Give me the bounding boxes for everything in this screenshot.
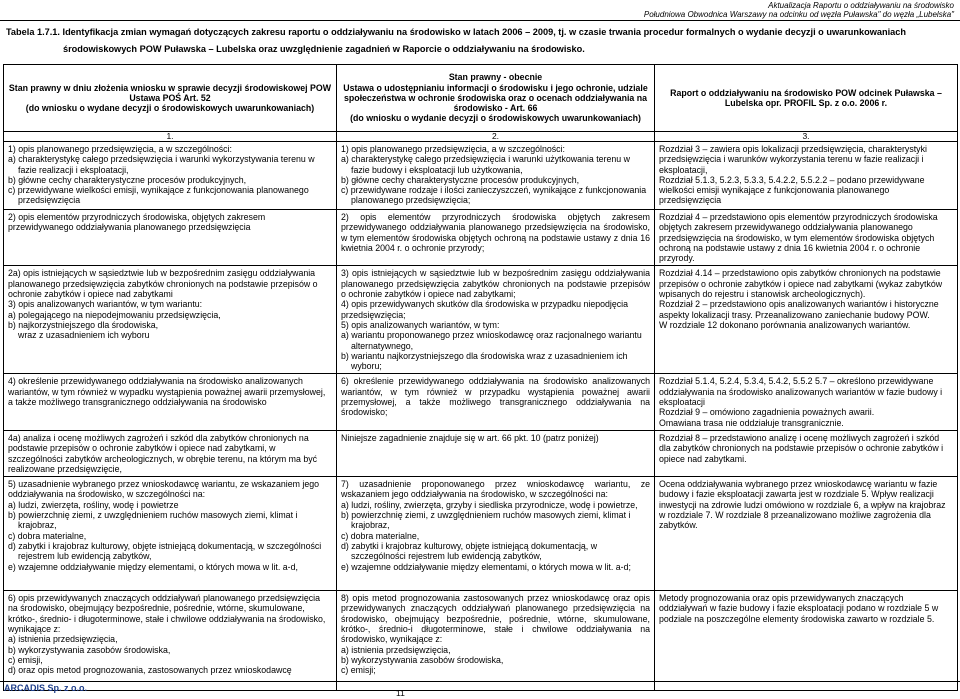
caption-line-1: Tabela 1.7.1. Identyfikacja zmian wymagań dotyczących zakresu raportu o oddziaływaniu na środowisko w latach 2006 – 2009, tj. w czasie trwania procedur formalnych o wydanie decyzji o uwarunkowaniach xyxy=(6,27,906,37)
col2-note: (do wniosku o wydanie decyzji o środowiskowych uwarunkowaniach) xyxy=(350,113,641,124)
column-number-2: 2. xyxy=(337,132,655,142)
table-row xyxy=(4,142,958,210)
table-row xyxy=(4,591,958,691)
cell-text: Niniejsze zagadnienie znajduje się w art. 66 pkt. 10 (patrz poniżej) xyxy=(341,432,599,443)
running-header xyxy=(644,1,954,19)
col1-act: Ustawa POŚ Art. 52 xyxy=(129,92,211,103)
cell-text: 6) opis przewidywanych znaczących oddziaływań planowanego przedsięwzięcia na środowisko, obejmujący bezpośrednie, pośrednie, wtórne, skumulowane, krótko-, średnio- i długoterminowe, stałe i chwilowe oddziaływania na środowisko, wynikające z: xyxy=(8,593,326,635)
row-cell-current-law xyxy=(4,591,337,691)
cell-text: 6) określenie przewidywanego oddziaływania na środowisko analizowanych wariantów, w tym również w przypadku wystąpienia poważnej awarii przemysłowej, a także możliwego transgranicznego oddziaływania na środowisko; xyxy=(341,376,650,418)
cell-text: c) dobra materialne, xyxy=(341,530,420,541)
cell-text: Omawiana trasa nie oddziałuje transgranicznie. xyxy=(659,417,844,428)
row-cell-new-law xyxy=(337,374,655,430)
caption-line-2: środowiskowych POW Puławska – Lubelska oraz uwzględnienie zagadnień w Raporcie o oddziaływaniu na środowisko. xyxy=(63,44,585,54)
page-number: 11 xyxy=(396,688,405,698)
cell-text: d) oraz opis metod prognozowania, zastosowanych przez wnioskodawcę xyxy=(8,665,292,676)
cell-text: b) główne cechy charakterystyczne procesów produkcyjnych, xyxy=(341,174,580,185)
cell-text: b) wykorzystywania zasobów środowiska, xyxy=(341,654,504,665)
cell-text: Rozdział 4.14 – przedstawiono opis zabytków chronionych na podstawie przepisów o ochronie zabytków i opiece nad zabytkami (wykaz zabytków wpisanych do rejestru i stanowisk archeologicznych). xyxy=(659,268,943,300)
row-cell-current-law xyxy=(4,142,337,210)
cell-text: e) wzajemne oddziaływanie między elementami, o których mowa w lit. a-d, xyxy=(8,561,298,572)
cell-text: 2a) opis istniejących w sąsiedztwie lub w bezpośrednim zasięgu oddziaływania planowanego przedsięwzięcia zabytków chronionych na podstawie przepisów o ochronie zabytków i opiece nad zabytkami xyxy=(8,268,318,300)
cell-text: b) najkorzystniejszego dla środowiska, xyxy=(8,319,159,330)
column-header-1 xyxy=(4,65,337,132)
cell-text: Metody prognozowania oraz opis przewidywanych znaczących oddziaływań w fazie budowy i fazie eksploatacji podano w rozdziale 5 w podziale na poszczególne elementy środowiska zawarto w rozdziale 5. xyxy=(659,593,939,624)
cell-text: 2) opis elementów przyrodniczych środowiska objętych zakresem przewidywanego oddziaływania planowanego przedsięwzięcia na środowisko, w tym elementów środowiska objętych ochroną na podstawie ustawy z dnia 16 kwietnia 2004 r. o ochronie przyrody; xyxy=(341,212,650,253)
company-name: ARCADIS Sp. z o.o. xyxy=(4,683,87,693)
cell-text: 5) uzasadnienie wybranego przez wnioskodawcę wariantu, ze wskazaniem jego oddziaływania na środowisko, w szczególności na: xyxy=(8,479,319,500)
cell-text: a) ludzi, zwierzęta, rośliny, wodę i powietrze xyxy=(8,499,179,510)
cell-text: e) wzajemne oddziaływanie między elementami, o których mowa w lit. a-d; xyxy=(341,561,631,572)
col2-act: Ustawa o udostępnianiu informacji o środowisku i jego ochronie, udziale społeczeństwa w ochronie środowiska oraz o ocenach oddziaływania na środowisko - Art. 66 xyxy=(343,82,648,114)
column-number-1: 1. xyxy=(4,132,337,142)
col3-heading: Raport o oddziaływaniu na środowisko POW odcinek Puławska – Lubelska opr. PROFIL Sp. z o.o. 2006 r. xyxy=(670,87,942,108)
table-caption xyxy=(6,24,952,58)
cell-text: d) zabytki i krajobraz kulturowy, objęte istniejącą dokumentacją, w szczególności rejestrem lub ewidencją zabytków, xyxy=(341,540,598,562)
row-cell-current-law xyxy=(4,374,337,430)
header-row xyxy=(4,65,958,132)
row-cell-report xyxy=(655,210,958,266)
cell-text: c) przewidywane wielkości emisji, wynikające z funkcjonowania planowanego przedsięwzięcia xyxy=(8,185,309,206)
header-divider xyxy=(0,20,960,21)
cell-text: a) istnienia przedsięwzięcia, xyxy=(341,644,451,655)
column-header-2 xyxy=(337,65,655,132)
table-row xyxy=(4,210,958,266)
row-cell-new-law xyxy=(337,430,655,476)
cell-text: b) wykorzystywania zasobów środowiska, xyxy=(8,644,171,655)
cell-text: Rozdział 3 – zawiera opis lokalizacji przedsięwzięcia, charakterystyki przedsięwzięcia i warunków wykorzystania terenu w fazie realizacji i eksploatacji, xyxy=(659,144,927,175)
col2-heading: Stan prawny - obecnie xyxy=(448,72,543,83)
row-cell-new-law xyxy=(337,210,655,266)
column-header-3 xyxy=(655,65,958,132)
cell-text: Ocena oddziaływania wybranego przez wnioskodawcę wariantu w fazie budowy i fazie eksploatacji zawarta jest w rozdziale 5. Wpływ realizacji inwestycji na zdrowie ludzi omówiono w rozdziale 6, a wpływ na krajobraz w rozdziale 7. W rozdziale 8 przeanalizowano możliwe zagrożenia dla zabytków. xyxy=(659,479,946,531)
header-line-2: Południowa Obwodnica Warszawy na odcinku od węzła Puławska" do węzła „Lubelska" xyxy=(643,10,954,19)
cell-text: d) zabytki i krajobraz kulturowy, objęte istniejącą dokumentacją, w szczególności rejestrem lub ewidencją zabytków, xyxy=(8,540,322,562)
cell-text: 7) uzasadnienie proponowanego przez wnioskodawcę wariantu, ze wskazaniem jego oddziaływania na środowisko, w szczególności na: xyxy=(341,479,650,500)
row-cell-report xyxy=(655,591,958,691)
row-cell-new-law xyxy=(337,477,655,591)
cell-text: a) charakterystykę całego przedsięwzięcia i warunki wykorzystywania terenu w fazie realizacji i eksploatacji, xyxy=(8,154,315,175)
cell-text: a) polegającego na niepodejmowaniu przedsięwzięcia, xyxy=(8,309,221,320)
cell-text: Rozdział 5.1.4, 5.2.4, 5.3.4, 5.4.2, 5.5.2 5.7 – określono przewidywane oddziaływania na środowisko analizowanych wariantów w fazie budowy i eksploatacji xyxy=(659,376,943,408)
cell-text: W rozdziale 12 dokonano porównania analizowanych wariantów. xyxy=(659,319,911,330)
cell-text: 3) opis istniejących w sąsiedztwie lub w bezpośrednim zasięgu oddziaływania planowanego przedsięwzięcia zabytków chronionych na podstawie przepisów o ochronie zabytków i opiece nad zabytkami; xyxy=(341,268,650,300)
cell-text: Rozdział 2 – przedstawiono opis analizowanych wariantów i historyczne aspekty lokalizacji trasy. Przeanalizowano zaniechanie budowy POW. xyxy=(659,299,939,320)
table-row xyxy=(4,374,958,430)
row-cell-report xyxy=(655,374,958,430)
table-row xyxy=(4,477,958,591)
cell-text: c) dobra materialne, xyxy=(8,530,87,541)
cell-text: b) powierzchnię ziemi, z uwzględnieniem ruchów masowych ziemi, klimat i krajobraz, xyxy=(8,510,298,531)
cell-text: 4) opis przewidywanych skutków dla środowiska w przypadku niepodjęcia przedsięwzięcia; xyxy=(341,299,629,320)
cell-text: Rozdział 8 – przedstawiono analizę i ocenę możliwych zagrożeń i szkód dla zabytków chronionych na podstawie przepisów o ochronie zabytków i opiece nad zabytkami. xyxy=(659,432,944,464)
cell-text: 4) określenie przewidywanego oddziaływania na środowisko analizowanych wariantów, w tym również w wypadku wystąpienia poważnej awarii przemysłowej, a także możliwego transgranicznego oddziaływania na środowisko xyxy=(8,376,326,408)
cell-text: c) emisji, xyxy=(8,654,43,665)
row-cell-new-law xyxy=(337,591,655,691)
col1-heading: Stan prawny w dniu złożenia wniosku w sprawie decyzji środowiskowej POW xyxy=(8,82,332,93)
cell-text: a) wariantu proponowanego przez wnioskodawcę oraz racjonalnego wariantu alternatywnego, xyxy=(341,330,642,351)
cell-text: 5) opis analizowanych wariantów, w tym: xyxy=(341,319,500,330)
column-number-3: 3. xyxy=(655,132,958,142)
row-cell-report xyxy=(655,142,958,210)
cell-text: Rozdział 5.1.3, 5.2.3, 5.3.3, 5.4.2.2, 5.5.2.2 – podano przewidywane wielkości emisji wynikające z funkcjonowania planowanego przedsięwzięcia xyxy=(659,174,925,206)
cell-text: b) główne cechy charakterystyczne procesów produkcyjnych, xyxy=(8,174,247,185)
cell-text: 1) opis planowanego przedsięwzięcia, a w szczególności: xyxy=(8,144,232,154)
cell-text: 8) opis metod prognozowania zastosowanych przez wnioskodawcę oraz opis przewidywanych znaczących oddziaływań planowanego przedsięwzięcia na środowisko, obejmujący bezpośrednie, pośrednie, wtórne, skumulowane, krótko-, średnio-i długoterminowe, stałe i chwilowe oddziaływania na środowisko, wynikające z: xyxy=(341,593,650,645)
row-cell-current-law xyxy=(4,430,337,476)
table-row xyxy=(4,430,958,476)
table-row xyxy=(4,266,958,374)
cell-text: 3) opis analizowanych wariantów, w tym wariantu: xyxy=(8,299,203,310)
row-cell-report xyxy=(655,266,958,374)
row-cell-new-law xyxy=(337,266,655,374)
row-cell-new-law xyxy=(337,142,655,210)
cell-text: wraz z uzasadnieniem ich wyboru xyxy=(18,330,150,341)
row-cell-current-law xyxy=(4,477,337,591)
cell-text: a) ludzi, rośliny, zwierzęta, grzyby i siedliska przyrodnicze, wodę i powietrze, xyxy=(341,499,638,510)
cell-text: b) wariantu najkorzystniejszego dla środowiska wraz z uzasadnieniem ich wyboru; xyxy=(341,350,628,372)
col1-note: (do wniosku o wydane decyzji o środowiskowych uwarunkowaniach) xyxy=(25,103,315,114)
header-line-1: Aktualizacja Raportu o oddziaływaniu na środowisko xyxy=(768,1,954,10)
cell-text: 1) opis planowanego przedsięwzięcia, a w szczególności: xyxy=(341,144,565,154)
footer-divider xyxy=(0,681,960,682)
row-cell-current-law xyxy=(4,266,337,374)
cell-text: a) istnienia przedsięwzięcia, xyxy=(8,634,118,645)
cell-text: c) emisji; xyxy=(341,665,376,676)
column-number-row xyxy=(4,132,958,142)
cell-text: b) powierzchnię ziemi, z uwzględnieniem ruchów masowych ziemi, klimat i krajobraz, xyxy=(341,510,631,531)
row-cell-report xyxy=(655,430,958,476)
comparison-table xyxy=(3,64,958,691)
cell-text: Rozdział 4 – przedstawiono opis elementów przyrodniczych środowiska objętych zakresem przewidywanego oddziaływania planowanego przedsięwzięcia na środowisko, w tym elementów środowiska objętych ochroną na podstawie ustawy z dnia 16 kwietnia 2004 r. o ochronie przyrody. xyxy=(659,212,938,264)
cell-text: 2) opis elementów przyrodniczych środowiska, objętych zakresem przewidywanego oddziaływania planowanego przedsięwzięcia xyxy=(8,212,266,233)
cell-text: Rozdział 9 – omówiono zagadnienia poważnych awarii. xyxy=(659,407,875,418)
row-cell-report xyxy=(655,477,958,591)
cell-text: c) przewidywane rodzaje i ilości zanieczyszczeń, wynikające z funkcjonowania planowanego przedsięwzięcia; xyxy=(341,185,647,206)
row-cell-current-law xyxy=(4,210,337,266)
cell-text: 4a) analiza i ocenę możliwych zagrożeń i szkód dla zabytków chronionych na podstawie przepisów o ochronie zabytków i opiece nad zabytkami, w szczególności zabytków archeologicznych, w obrębie terenu, na którym ma być realizowane przedsięwzięcie, xyxy=(8,432,318,474)
cell-text: a) charakterystykę całego przedsięwzięcia i warunki użytkowania terenu w fazie budowy i eksploatacji lub użytkowania, xyxy=(341,154,630,175)
